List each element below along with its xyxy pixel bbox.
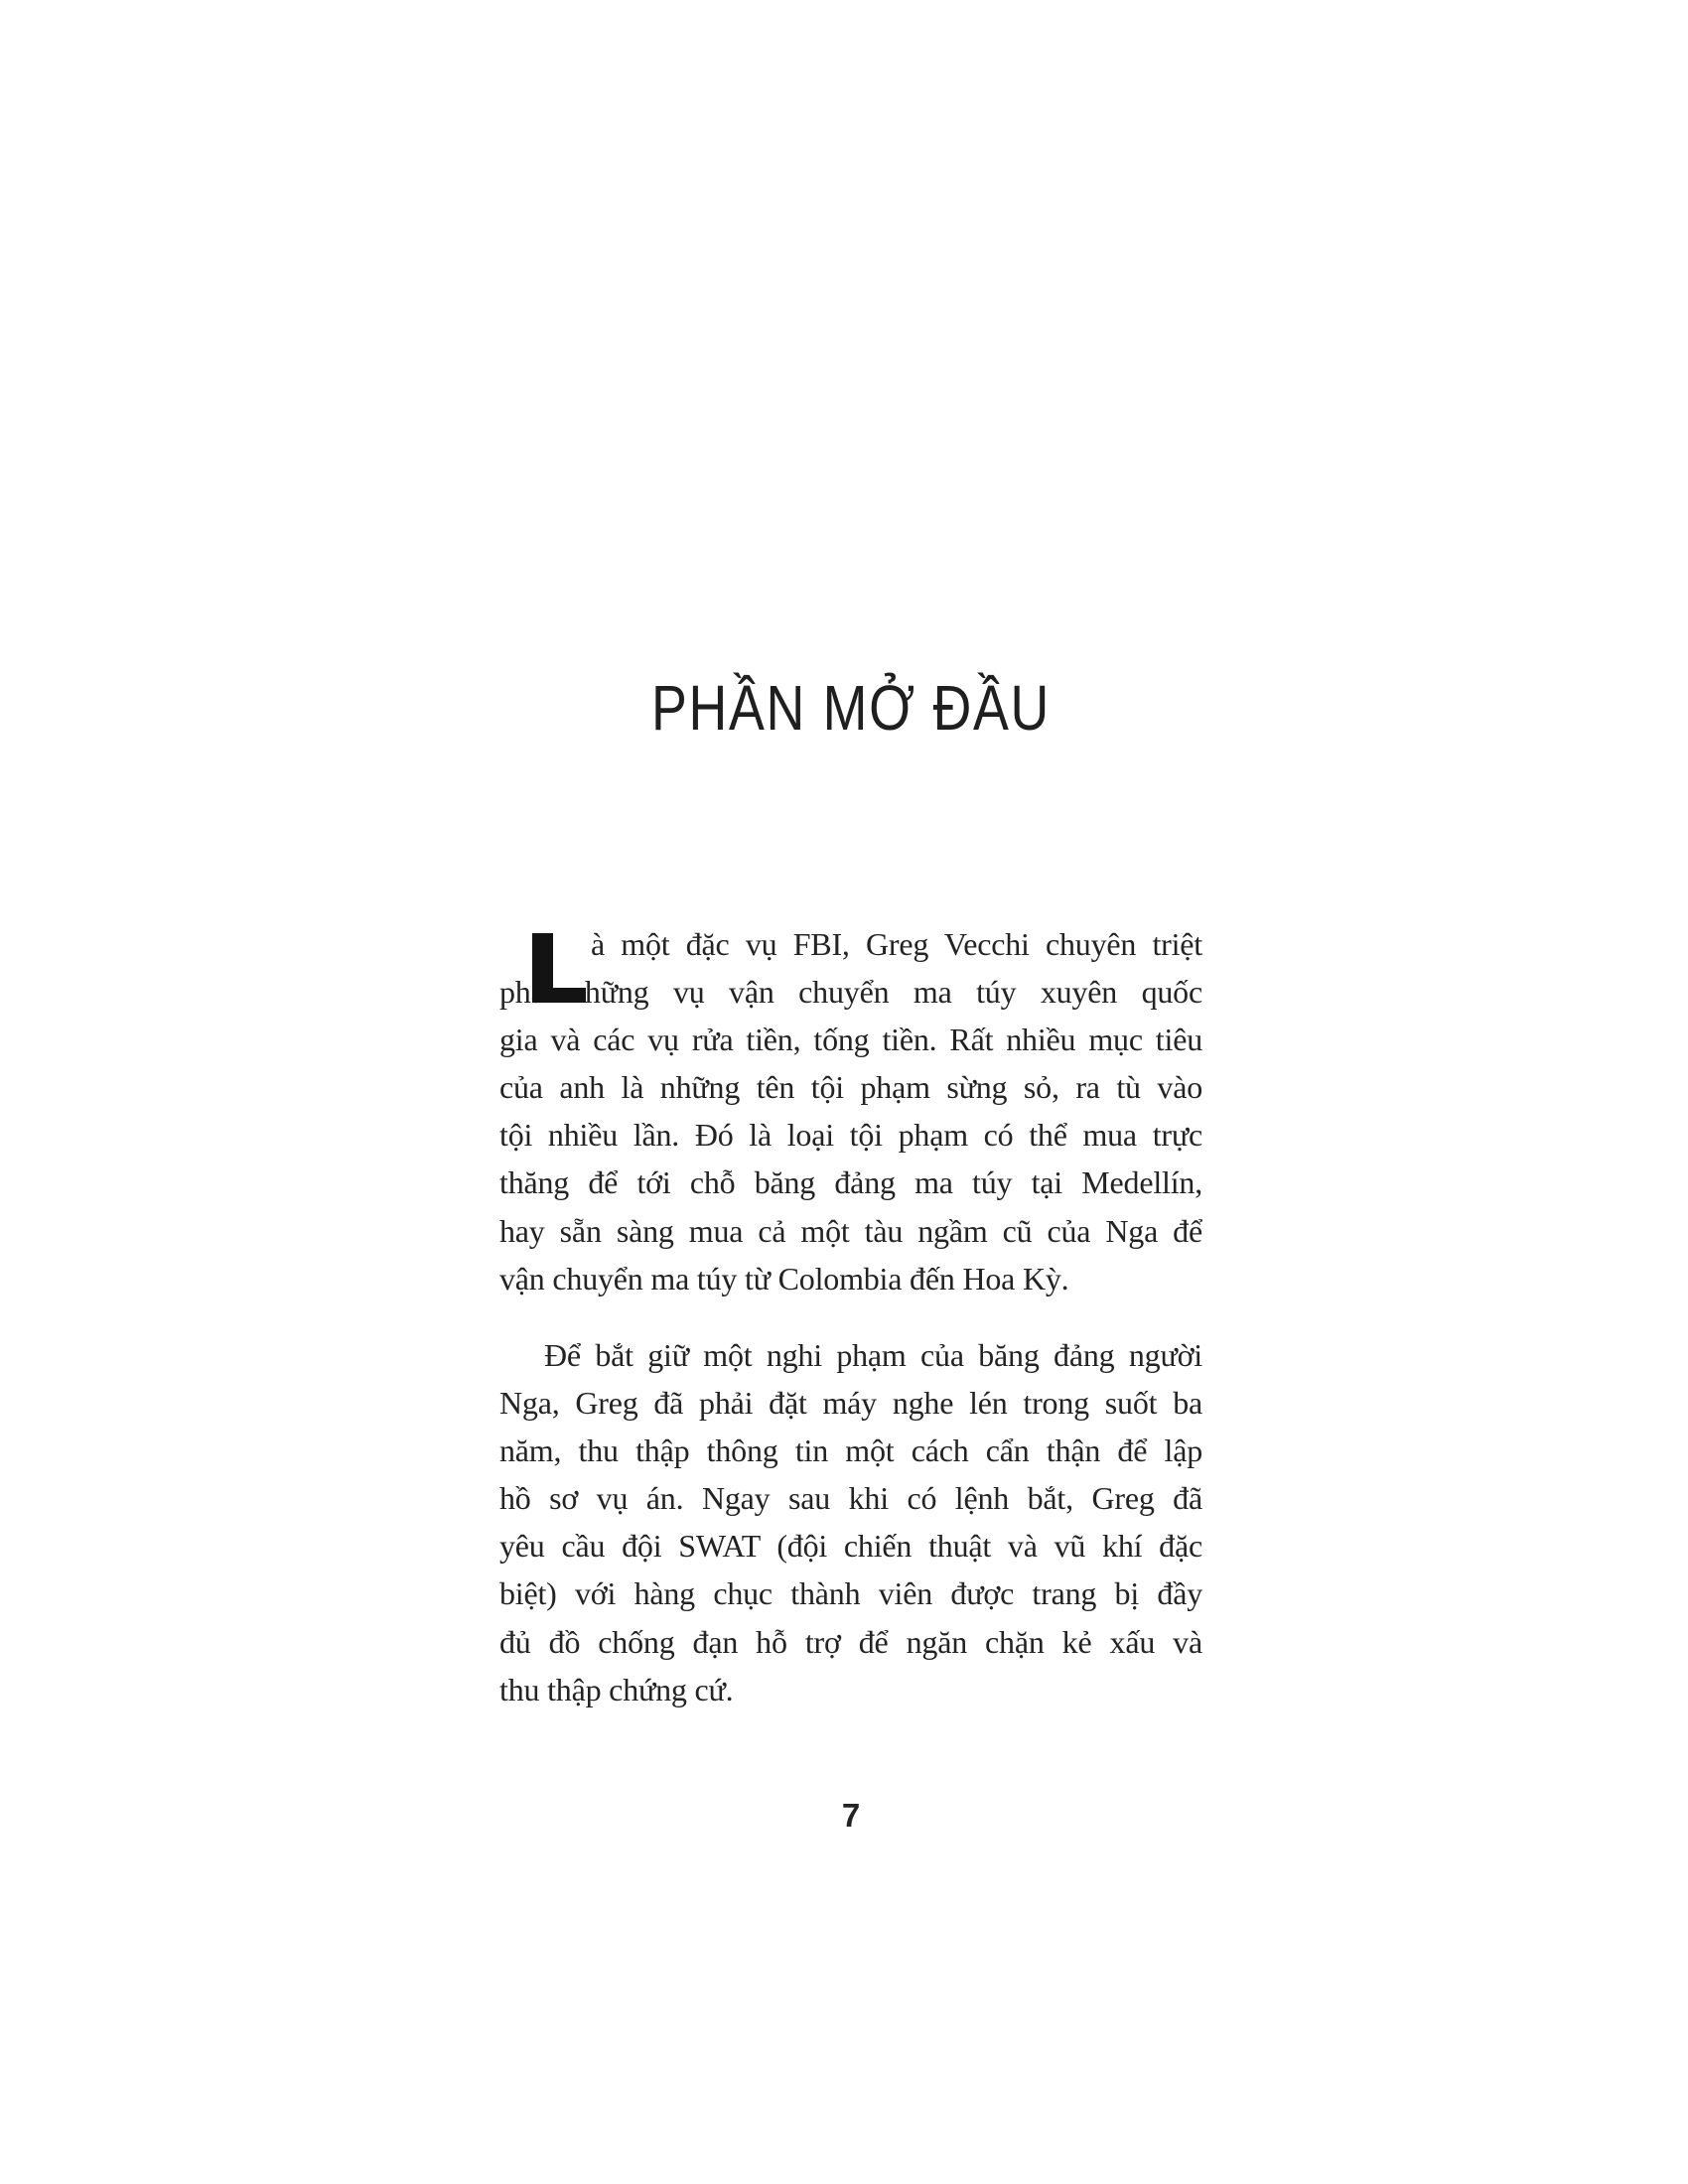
paragraph-1 <box>499 920 1202 1302</box>
text-line: tội nhiều lần. Đó là loại tội phạm có thể mua trực <box>499 1117 1202 1154</box>
text-line: của anh là những tên tội phạm sừng sỏ, ra tù vào <box>499 1069 1202 1106</box>
text-line: Nga, Greg đã phải đặt máy nghe lén trong suốt ba <box>499 1385 1202 1422</box>
text-line: vận chuyển ma túy từ Colombia đến Hoa Kỳ. <box>499 1260 1069 1297</box>
text-line: hồ sơ vụ án. Ngay sau khi có lệnh bắt, Greg đã <box>499 1480 1202 1517</box>
text-line: năm, thu thập thông tin một cách cẩn thận để lập <box>499 1433 1202 1469</box>
drop-cap <box>532 933 586 1003</box>
text-line: phá những vụ vận chuyển ma túy xuyên quốc <box>499 974 1202 1011</box>
text-line: thăng để tới chỗ băng đảng ma túy tại Medellín, <box>499 1164 1202 1201</box>
paragraph-2 <box>499 1331 1202 1713</box>
text-line: gia và các vụ rửa tiền, tống tiền. Rất nhiều mục tiêu <box>499 1022 1202 1058</box>
text-line: thu thập chứng cứ. <box>499 1671 734 1707</box>
text-line: Để bắt giữ một nghi phạm của băng đảng người <box>544 1337 1202 1373</box>
page-number: 7 <box>841 1797 861 1834</box>
text-line: hay sẵn sàng mua cả một tàu ngầm cũ của Nga để <box>499 1212 1202 1249</box>
chapter-title: PHẦN MỞ ĐẦU <box>650 672 1052 744</box>
text-line: yêu cầu đội SWAT (đội chiến thuật và vũ khí đặc <box>499 1528 1202 1565</box>
text-line: đủ đồ chống đạn hỗ trợ để ngăn chặn kẻ xấu và <box>499 1623 1202 1660</box>
text-line: à một đặc vụ FBI, Greg Vecchi chuyên triệt <box>591 926 1202 962</box>
text-line: biệt) với hàng chục thành viên được trang bị đầy <box>499 1575 1202 1612</box>
